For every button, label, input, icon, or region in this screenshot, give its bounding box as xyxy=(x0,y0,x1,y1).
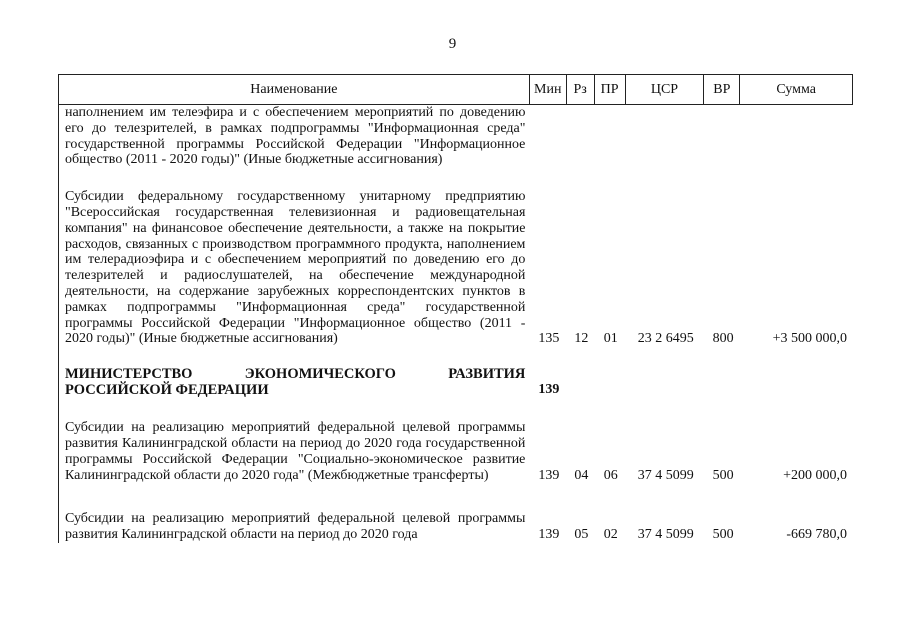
row-sum: +200 000,0 xyxy=(783,467,847,483)
row-spacer xyxy=(59,347,853,366)
row-rz: 05 xyxy=(574,527,589,543)
table-row xyxy=(59,420,853,483)
row-spacer xyxy=(59,168,853,189)
row-name: Субсидии на реализацию мероприятий федеральной целевой программы развития Калининградской области на период до 2020 года xyxy=(65,511,526,543)
row-spacer xyxy=(59,483,853,511)
row-sum: +3 500 000,0 xyxy=(772,331,847,347)
header-vr: ВР xyxy=(704,75,740,104)
table-header xyxy=(58,74,853,105)
row-min: 139 xyxy=(538,467,560,483)
header-csr: ЦСР xyxy=(626,75,705,104)
table-row xyxy=(59,105,853,168)
row-name: Субсидии федеральному государственному унитарному предприятию "Всероссийская государственная телевизионная и радиовещательная компания" на финансовое обеспечение деятельности, а также на покрытие расходов, связанных с производством программного продукта, наполнением им телерадиоэфира и с обеспечением мероприятий по доведению его до телезрителей и радиослушателей, на обеспечение международной деятельности, на содержание зарубежных корреспондентских пунктов в рамках подпрограммы "Информационная среда" государственной программы Российской Федерации "Информационное общество (2011 - 2020 годы)" (Иные бюджетные ассигнования) xyxy=(65,189,526,347)
row-name: наполнением им телеэфира и с обеспечением мероприятий по доведению его до телезрителей, в рамках подпрограммы "Информационная среда" государственной программы Российской Федерации "Информационное общество (2011 - 2020 годы)" (Иные бюджетные ассигнования) xyxy=(65,105,526,168)
row-csr: 37 4 5099 xyxy=(637,467,694,483)
row-name: Субсидии на реализацию мероприятий федеральной целевой программы развития Калининградской области на период до 2020 года государственной программы Российской Федерации "Социально-экономическое развитие Калининградской области до 2020 года" (Межбюджетные трансферты) xyxy=(65,420,526,483)
row-sum: -669 780,0 xyxy=(786,527,847,543)
table-row-ministry xyxy=(59,366,853,398)
header-name: Наименование xyxy=(59,75,530,104)
table-row xyxy=(59,511,853,543)
header-pr: ПР xyxy=(595,75,626,104)
row-pr: 02 xyxy=(603,527,618,543)
row-pr: 01 xyxy=(603,331,618,347)
row-pr: 06 xyxy=(603,467,618,483)
row-vr: 500 xyxy=(712,527,734,543)
row-rz: 04 xyxy=(574,467,589,483)
header-rz: Рз xyxy=(567,75,595,104)
row-spacer xyxy=(59,398,853,420)
table-body xyxy=(58,105,853,543)
table-row xyxy=(59,189,853,347)
row-csr: 37 4 5099 xyxy=(637,527,694,543)
row-min: 139 xyxy=(538,527,560,543)
row-vr: 500 xyxy=(712,467,734,483)
row-min: 139 xyxy=(538,382,560,398)
page-number: 9 xyxy=(448,36,457,52)
ministry-name: МИНИСТЕРСТВО ЭКОНОМИЧЕСКОГО РАЗВИТИЯ РОССИЙСКОЙ ФЕДЕРАЦИИ xyxy=(65,366,526,399)
header-min: Мин xyxy=(530,75,567,104)
row-rz: 12 xyxy=(574,331,589,347)
header-sum: Сумма xyxy=(776,81,816,97)
row-csr: 23 2 6495 xyxy=(637,331,694,347)
row-vr: 800 xyxy=(712,331,734,347)
row-min: 135 xyxy=(538,331,560,347)
